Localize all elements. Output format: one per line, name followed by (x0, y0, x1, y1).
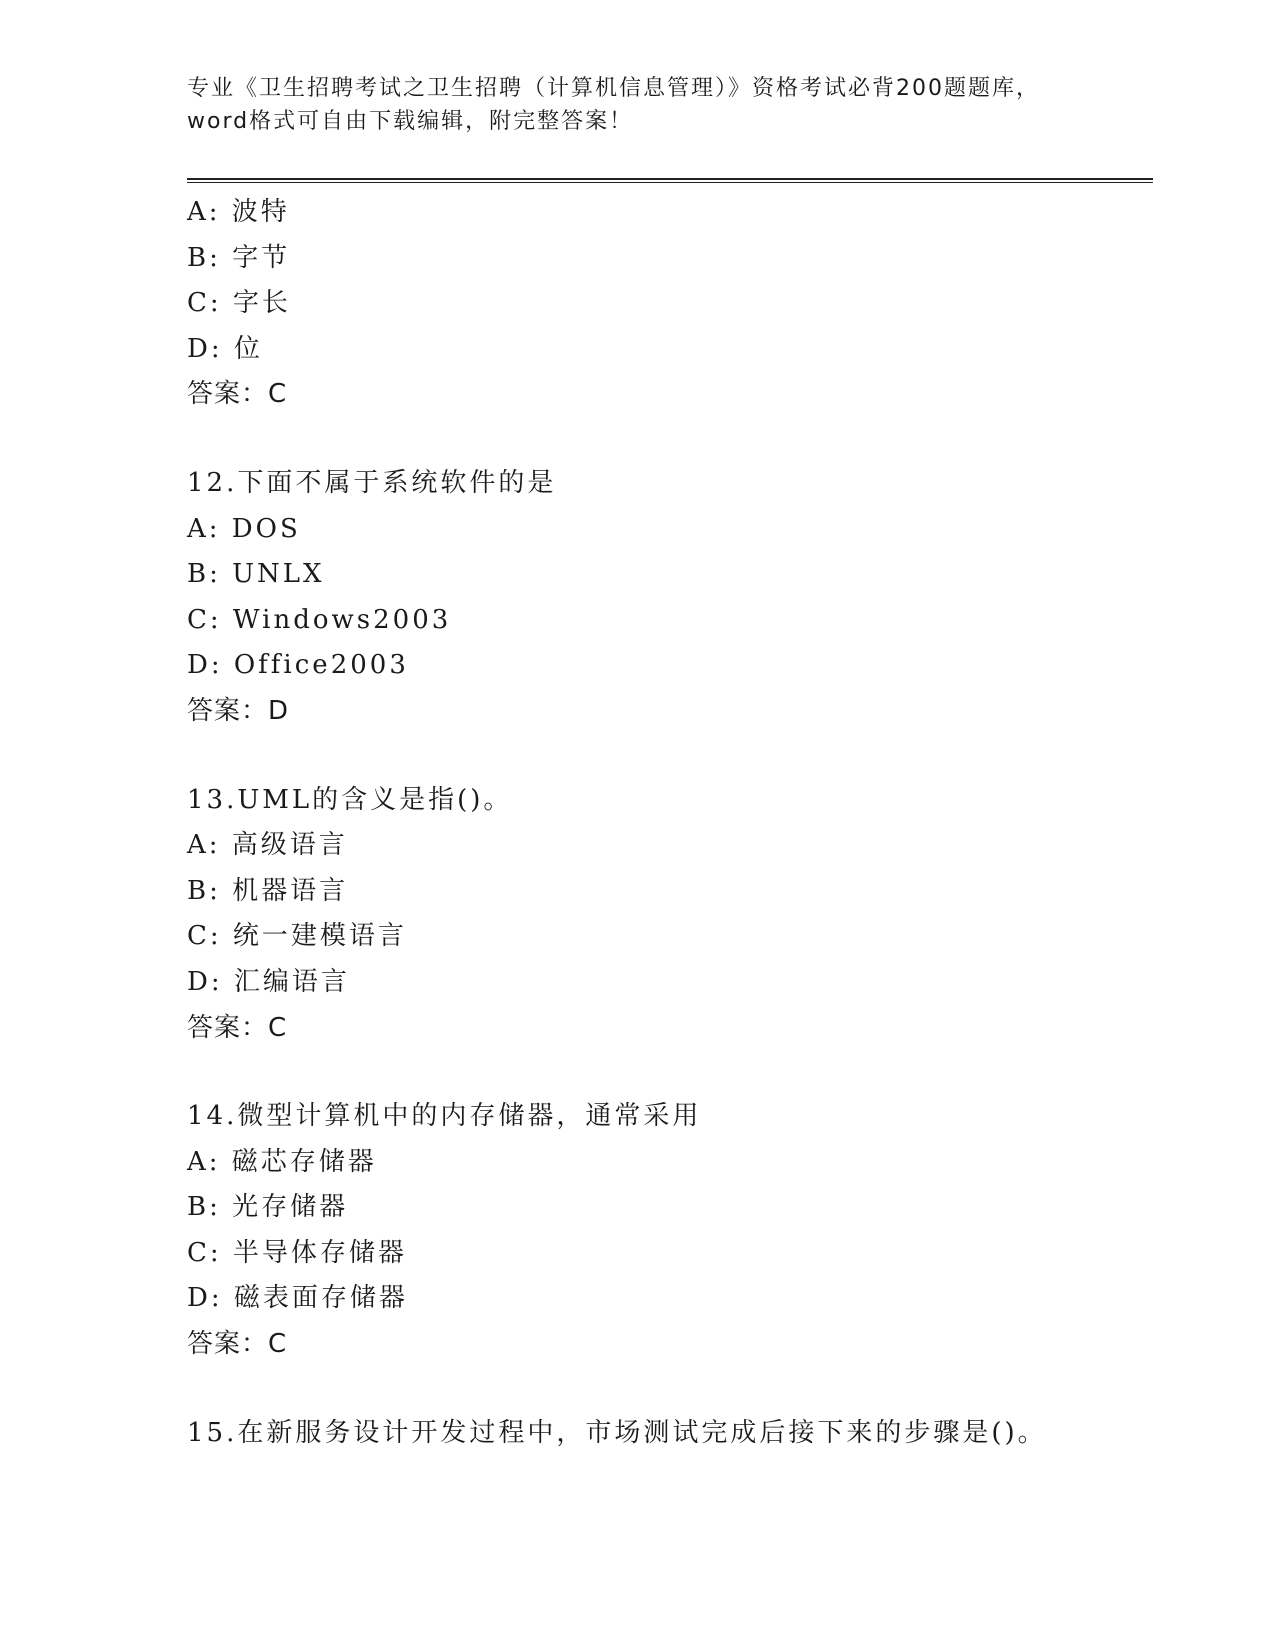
question-13 (187, 778, 1187, 1052)
answer: 答案：D (187, 695, 290, 726)
spacer (187, 735, 1187, 778)
option-d: D: 磁表面存储器 (187, 1283, 408, 1314)
option-b: B: 字节 (187, 242, 291, 273)
option-a: A: DOS (187, 513, 301, 544)
question-stem: 12.下面不属于系统软件的是 (187, 467, 557, 498)
question-11 (187, 190, 1187, 418)
question-list (187, 190, 1187, 1456)
question-stem: 15.在新服务设计开发过程中，市场测试完成后接下来的步骤是()。 (187, 1417, 1047, 1448)
option-b: B: 机器语言 (187, 875, 349, 906)
option-c: C: 字长 (187, 288, 291, 319)
header-title-line2: word格式可自由下载编辑，附完整答案！ (187, 109, 634, 134)
question-14 (187, 1094, 1187, 1368)
option-c: C: Windows2003 (187, 604, 452, 635)
option-d: D: Office2003 (187, 650, 409, 681)
option-c: C: 半导体存储器 (187, 1237, 407, 1268)
option-a: A: 波特 (187, 197, 290, 227)
answer: 答案：C (187, 379, 288, 410)
header-title-line1: 专业《卫生招聘考试之卫生招聘（计算机信息管理）》资格考试必背200题题库， (187, 76, 1040, 101)
option-b: B: UNLX (187, 559, 325, 590)
question-12 (187, 461, 1187, 735)
question-stem: 14.微型计算机中的内存储器，通常采用 (187, 1101, 702, 1132)
question-stem: 13.UML的含义是指()。 (187, 784, 513, 815)
option-a: A: 高级语言 (187, 830, 348, 861)
spacer (187, 1368, 1187, 1411)
option-a: A: 磁芯存储器 (187, 1146, 377, 1177)
question-15 (187, 1411, 1187, 1457)
document-header (187, 72, 1087, 138)
spacer (187, 418, 1187, 461)
header-divider (187, 178, 1153, 183)
answer: 答案：C (187, 1329, 288, 1360)
spacer (187, 1051, 1187, 1094)
option-d: D: 汇编语言 (187, 966, 350, 997)
option-c: C: 统一建模语言 (187, 921, 407, 952)
answer: 答案：C (187, 1012, 288, 1043)
option-d: D: 位 (187, 333, 263, 364)
option-b: B: 光存储器 (187, 1192, 349, 1223)
